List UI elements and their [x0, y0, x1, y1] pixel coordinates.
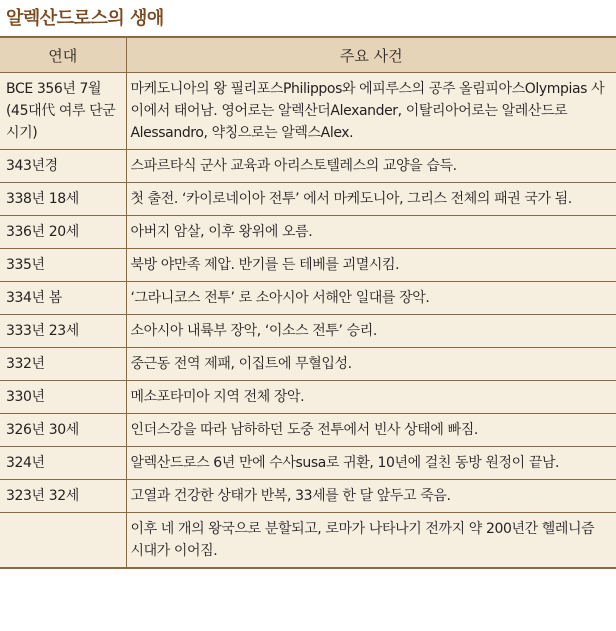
event-column-header: 주요 사건: [126, 37, 616, 73]
year-cell: 334년 봄: [0, 282, 126, 315]
event-cell: 메소포타미아 지역 전체 장악.: [126, 381, 616, 414]
timeline-table-wrap: [0, 36, 616, 569]
event-cell: ‘그라니코스 전투’ 로 소아시아 서해안 일대를 장악.: [126, 282, 616, 315]
table-header-row: [0, 37, 616, 73]
table-row: [0, 150, 616, 183]
event-cell: 소아시아 내륙부 장악, ‘이소스 전투’ 승리.: [126, 315, 616, 348]
event-cell: 첫 출전. ‘카이로네이아 전투’ 에서 마케도니아, 그리스 전체의 패권 국가 됨.: [126, 183, 616, 216]
table-row: [0, 249, 616, 282]
year-cell: 332년: [0, 348, 126, 381]
event-cell: 북방 야만족 제압. 반기를 든 테베를 괴멸시킴.: [126, 249, 616, 282]
table-row: [0, 315, 616, 348]
table-row: [0, 348, 616, 381]
table-row: [0, 513, 616, 569]
event-cell: 고열과 건강한 상태가 반복, 33세를 한 달 앞두고 죽음.: [126, 480, 616, 513]
event-cell: 이후 네 개의 왕국으로 분할되고, 로마가 나타나기 전까지 약 200년간 헬레니즘 시대가 이어짐.: [126, 513, 616, 569]
event-cell: 중근동 전역 제패, 이집트에 무혈입성.: [126, 348, 616, 381]
timeline-table: [0, 36, 616, 569]
year-cell: [0, 513, 126, 569]
table-row: [0, 480, 616, 513]
event-cell: 알렉산드로스 6년 만에 수사susa로 귀환, 10년에 걸친 동방 원정이 끝남.: [126, 447, 616, 480]
year-column-header: 연대: [0, 37, 126, 73]
event-cell: 스파르타식 군사 교육과 아리스토텔레스의 교양을 습득.: [126, 150, 616, 183]
page-title: 알렉산드로스의 생애: [6, 8, 164, 29]
event-cell: 아버지 암살, 이후 왕위에 오름.: [126, 216, 616, 249]
year-cell: BCE 356년 7월 (45대代 여루 단군 시기): [0, 73, 126, 150]
year-cell: 324년: [0, 447, 126, 480]
year-cell: 326년 30세: [0, 414, 126, 447]
year-cell: 336년 20세: [0, 216, 126, 249]
event-cell: 인더스강을 따라 남하하던 도중 전투에서 빈사 상태에 빠짐.: [126, 414, 616, 447]
year-cell: 338년 18세: [0, 183, 126, 216]
table-row: [0, 447, 616, 480]
table-row: [0, 183, 616, 216]
table-row: [0, 282, 616, 315]
table-row: [0, 216, 616, 249]
year-cell: 343년경: [0, 150, 126, 183]
event-cell: 마케도니아의 왕 필리포스Philippos와 에피루스의 공주 올림피아스Olympias 사이에서 태어남. 영어로는 알렉산더Alexander, 이탈리아어로는 알레산드로Alessandro, 약칭으로는 알렉스Alex.: [126, 73, 616, 150]
year-cell: 330년: [0, 381, 126, 414]
year-cell: 333년 23세: [0, 315, 126, 348]
table-row: [0, 73, 616, 150]
year-cell: 323년 32세: [0, 480, 126, 513]
table-row: [0, 381, 616, 414]
year-cell: 335년: [0, 249, 126, 282]
table-row: [0, 414, 616, 447]
